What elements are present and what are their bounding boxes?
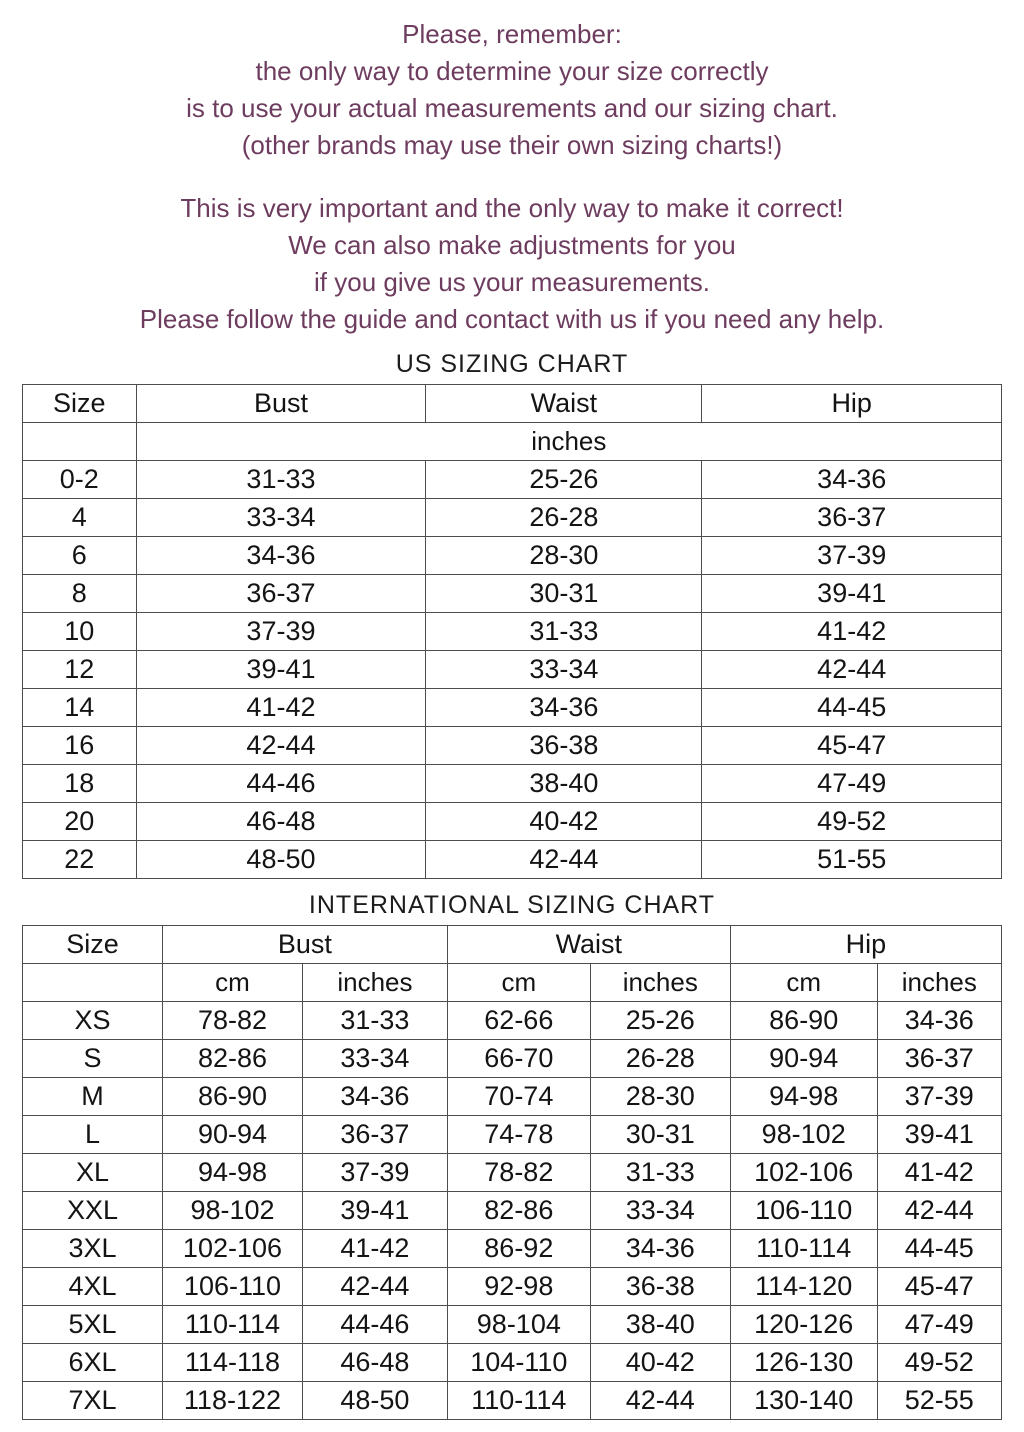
table-cell: 49-52 [877,1344,1001,1382]
table-cell: 42-44 [590,1382,730,1420]
table-cell: 34-36 [302,1078,447,1116]
table-cell: 62-66 [447,1002,590,1040]
table-cell: 4XL [23,1268,163,1306]
table-cell: 90-94 [730,1040,877,1078]
table-cell: 42-44 [302,1268,447,1306]
intl-unit-spacer [23,964,163,1002]
table-cell: 41-42 [302,1230,447,1268]
intl-unit-bust-in: inches [302,964,447,1002]
table-row [23,1078,1002,1116]
table-cell: XXL [23,1192,163,1230]
table-cell: 41-42 [877,1154,1001,1192]
table-cell: 16 [23,727,137,765]
table-cell: 86-90 [162,1078,302,1116]
table-row [23,1154,1002,1192]
intl-table-header-row [23,926,1002,964]
table-cell: 48-50 [136,841,426,879]
intro-line: the only way to determine your size correctly [255,56,769,86]
intro-line: if you give us your measurements. [314,267,710,297]
table-cell: 74-78 [447,1116,590,1154]
table-cell: 44-45 [702,689,1002,727]
table-cell: 104-110 [447,1344,590,1382]
table-cell: 47-49 [877,1306,1001,1344]
table-cell: 28-30 [426,537,702,575]
table-cell: 92-98 [447,1268,590,1306]
table-cell: 102-106 [162,1230,302,1268]
table-cell: 31-33 [590,1154,730,1192]
table-cell: 110-114 [730,1230,877,1268]
table-cell: 98-102 [730,1116,877,1154]
table-row [23,651,1002,689]
table-cell: 44-46 [302,1306,447,1344]
table-row [23,765,1002,803]
table-row [23,1192,1002,1230]
table-cell: 70-74 [447,1078,590,1116]
table-cell: 48-50 [302,1382,447,1420]
table-cell: 66-70 [447,1040,590,1078]
table-row [23,1116,1002,1154]
table-cell: 36-38 [426,727,702,765]
table-cell: 38-40 [426,765,702,803]
us-table-unit-row [23,423,1002,461]
table-cell: 46-48 [136,803,426,841]
intro-line: is to use your actual measurements and our sizing chart. [186,93,838,123]
us-header-size: Size [23,385,137,423]
table-cell: XL [23,1154,163,1192]
table-cell: 94-98 [730,1078,877,1116]
table-cell: 6XL [23,1344,163,1382]
table-cell: 126-130 [730,1344,877,1382]
table-cell: 46-48 [302,1344,447,1382]
table-cell: 34-36 [426,689,702,727]
table-cell: 44-45 [877,1230,1001,1268]
table-cell: 110-114 [447,1382,590,1420]
table-cell: M [23,1078,163,1116]
table-row [23,461,1002,499]
table-cell: 118-122 [162,1382,302,1420]
us-chart-title: US SIZING CHART [395,350,629,378]
table-cell: 6 [23,537,137,575]
intro-text-block [0,0,1024,338]
intro-line: This is very important and the only way to make it correct! [180,193,844,223]
table-cell: 37-39 [136,613,426,651]
table-cell: 12 [23,651,137,689]
table-cell: 45-47 [877,1268,1001,1306]
us-sizing-table [22,384,1002,879]
table-cell: 52-55 [877,1382,1001,1420]
table-cell: 25-26 [426,461,702,499]
table-row [23,575,1002,613]
table-row [23,689,1002,727]
intro-line: We can also make adjustments for you [288,230,736,260]
table-cell: 36-37 [136,575,426,613]
table-cell: 86-90 [730,1002,877,1040]
intl-unit-waist-cm: cm [447,964,590,1002]
intl-header-size: Size [23,926,163,964]
table-cell: 36-37 [702,499,1002,537]
table-cell: 33-34 [590,1192,730,1230]
table-row [23,537,1002,575]
table-cell: 82-86 [447,1192,590,1230]
table-row [23,1040,1002,1078]
table-cell: 4 [23,499,137,537]
table-cell: 28-30 [590,1078,730,1116]
table-cell: 26-28 [590,1040,730,1078]
intl-unit-hip-cm: cm [730,964,877,1002]
table-cell: 98-104 [447,1306,590,1344]
table-row [23,727,1002,765]
table-cell: 14 [23,689,137,727]
us-unit-spacer [23,423,137,461]
table-cell: 30-31 [590,1116,730,1154]
table-cell: 39-41 [877,1116,1001,1154]
table-cell: 44-46 [136,765,426,803]
table-cell: 40-42 [426,803,702,841]
intl-chart-title: INTERNATIONAL SIZING CHART [308,891,716,919]
table-cell: L [23,1116,163,1154]
intl-header-hip: Hip [730,926,1001,964]
intro-line: Please, remember: [402,19,622,49]
table-cell: 42-44 [426,841,702,879]
intl-sizing-table [22,925,1002,1420]
table-cell: 31-33 [136,461,426,499]
table-cell: 10 [23,613,137,651]
intl-table-unit-row [23,964,1002,1002]
table-cell: 34-36 [590,1230,730,1268]
table-cell: 102-106 [730,1154,877,1192]
table-cell: 8 [23,575,137,613]
table-cell: 47-49 [702,765,1002,803]
table-row [23,1268,1002,1306]
intl-header-bust: Bust [162,926,447,964]
table-cell: 33-34 [426,651,702,689]
table-cell: 42-44 [877,1192,1001,1230]
table-cell: 36-37 [877,1040,1001,1078]
table-cell: 31-33 [426,613,702,651]
table-cell: 114-118 [162,1344,302,1382]
table-cell: 20 [23,803,137,841]
us-header-hip: Hip [702,385,1002,423]
table-cell: 42-44 [136,727,426,765]
table-cell: 120-126 [730,1306,877,1344]
us-unit-label: inches [136,423,1001,461]
table-cell: 36-37 [302,1116,447,1154]
table-cell: 39-41 [136,651,426,689]
intl-unit-bust-cm: cm [162,964,302,1002]
intro-paragraph-2 [0,190,1024,338]
table-row [23,1306,1002,1344]
table-cell: 98-102 [162,1192,302,1230]
table-cell: 39-41 [302,1192,447,1230]
table-row [23,803,1002,841]
intl-table-body [23,1002,1002,1420]
table-cell: 22 [23,841,137,879]
table-cell: 78-82 [447,1154,590,1192]
table-cell: 36-38 [590,1268,730,1306]
table-cell: 130-140 [730,1382,877,1420]
table-cell: 39-41 [702,575,1002,613]
table-cell: 38-40 [590,1306,730,1344]
table-cell: 34-36 [136,537,426,575]
table-cell: 33-34 [302,1040,447,1078]
us-header-bust: Bust [136,385,426,423]
table-row [23,499,1002,537]
table-cell: 41-42 [702,613,1002,651]
table-cell: 3XL [23,1230,163,1268]
table-cell: 94-98 [162,1154,302,1192]
table-cell: 30-31 [426,575,702,613]
table-cell: 40-42 [590,1344,730,1382]
table-cell: 0-2 [23,461,137,499]
table-cell: 33-34 [136,499,426,537]
intro-line: (other brands may use their own sizing charts!) [241,130,783,160]
table-cell: 31-33 [302,1002,447,1040]
table-cell: 37-39 [877,1078,1001,1116]
table-cell: 18 [23,765,137,803]
us-table-body [23,461,1002,879]
table-cell: 82-86 [162,1040,302,1078]
table-cell: 41-42 [136,689,426,727]
intl-unit-hip-in: inches [877,964,1001,1002]
table-cell: 42-44 [702,651,1002,689]
table-row [23,613,1002,651]
table-cell: 37-39 [702,537,1002,575]
table-row [23,841,1002,879]
table-cell: XS [23,1002,163,1040]
table-row [23,1344,1002,1382]
table-cell: 110-114 [162,1306,302,1344]
table-cell: 5XL [23,1306,163,1344]
table-row [23,1230,1002,1268]
table-cell: 106-110 [730,1192,877,1230]
intro-line: Please follow the guide and contact with us if you need any help. [139,304,885,334]
table-cell: 78-82 [162,1002,302,1040]
table-cell: 51-55 [702,841,1002,879]
table-cell: 26-28 [426,499,702,537]
table-cell: 49-52 [702,803,1002,841]
table-cell: 90-94 [162,1116,302,1154]
intl-header-waist: Waist [447,926,730,964]
table-cell: 114-120 [730,1268,877,1306]
intl-unit-waist-in: inches [590,964,730,1002]
table-cell: 45-47 [702,727,1002,765]
table-cell: 7XL [23,1382,163,1420]
table-cell: 37-39 [302,1154,447,1192]
table-cell: 86-92 [447,1230,590,1268]
table-row [23,1002,1002,1040]
us-header-waist: Waist [426,385,702,423]
table-cell: 106-110 [162,1268,302,1306]
table-row [23,1382,1002,1420]
table-cell: S [23,1040,163,1078]
table-cell: 25-26 [590,1002,730,1040]
table-cell: 34-36 [877,1002,1001,1040]
us-table-header-row [23,385,1002,423]
table-cell: 34-36 [702,461,1002,499]
